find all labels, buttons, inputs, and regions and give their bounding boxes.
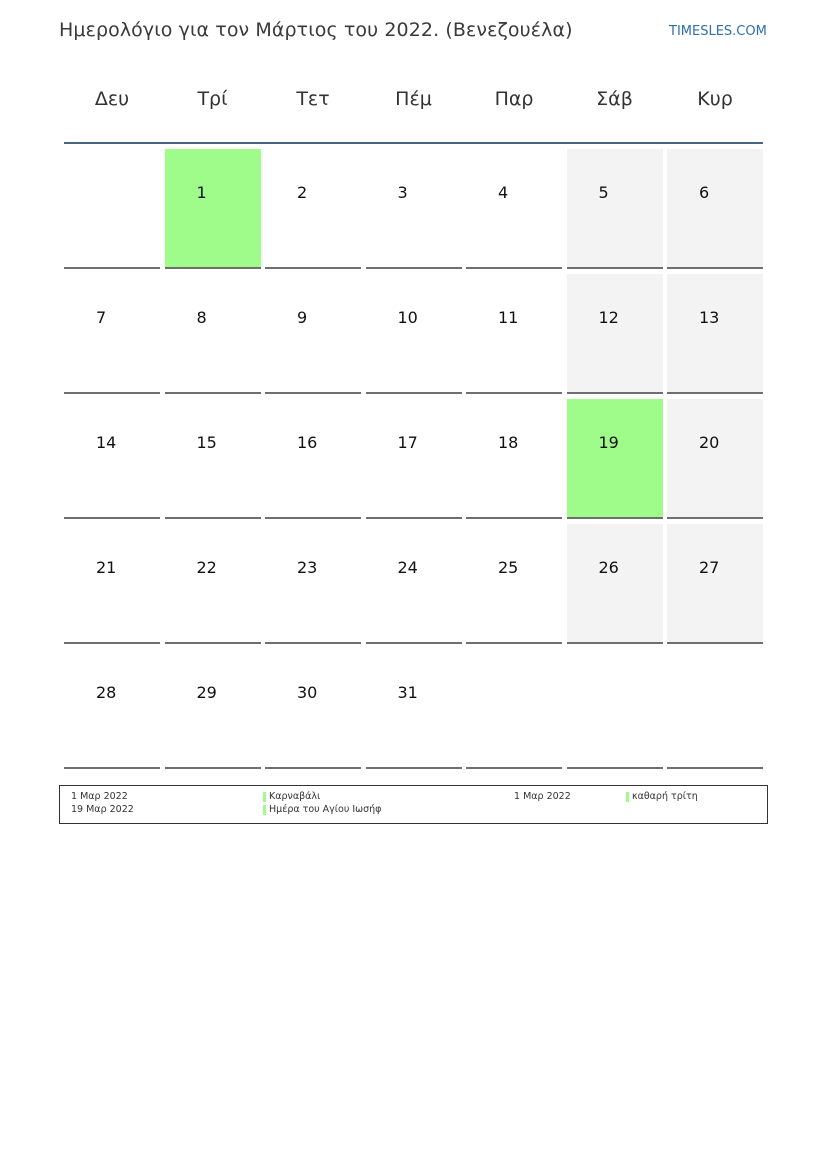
calendar-day-cell[interactable] (165, 274, 261, 394)
day-number: 27 (699, 558, 720, 577)
day-number: 13 (699, 308, 720, 327)
day-number: 23 (297, 558, 318, 577)
day-number: 3 (397, 183, 408, 202)
day-number: 21 (96, 558, 117, 577)
day-number: 20 (699, 433, 720, 452)
legend-date-2: 19 Μαρ 2022 (71, 804, 134, 815)
day-number: 16 (297, 433, 318, 452)
day-number: 5 (598, 183, 609, 202)
day-number: 9 (297, 308, 308, 327)
legend-holiday-1 (263, 791, 320, 802)
legend-holiday-3 (626, 791, 698, 802)
day-number: 28 (96, 683, 117, 702)
day-number: 18 (498, 433, 519, 452)
holiday-legend (59, 785, 768, 824)
holiday-color-swatch (263, 805, 266, 815)
day-number: 31 (397, 683, 418, 702)
calendar-day-cell[interactable] (64, 274, 160, 394)
weekday-label-tue: Τρί (197, 88, 228, 110)
weekday-label-wed: Τετ (296, 88, 330, 110)
calendar-grid (64, 149, 763, 774)
calendar-day-cell[interactable] (567, 524, 663, 644)
day-number: 22 (196, 558, 217, 577)
calendar-day-cell[interactable] (366, 649, 462, 769)
calendar-day-cell[interactable] (64, 649, 160, 769)
day-number: 11 (498, 308, 519, 327)
calendar-day-cell[interactable] (165, 649, 261, 769)
header-divider (64, 142, 763, 144)
day-number: 24 (397, 558, 418, 577)
calendar-day-cell[interactable] (466, 274, 562, 394)
day-number: 25 (498, 558, 519, 577)
day-number: 29 (196, 683, 217, 702)
calendar-empty-cell (667, 649, 763, 769)
calendar-day-cell[interactable] (667, 149, 763, 269)
calendar-day-cell[interactable] (265, 649, 361, 769)
weekday-label-thu: Πέμ (395, 88, 432, 110)
legend-date-1: 1 Μαρ 2022 (71, 791, 128, 802)
day-number: 19 (598, 433, 619, 452)
calendar-day-cell[interactable] (466, 149, 562, 269)
calendar-day-cell[interactable] (265, 399, 361, 519)
calendar-day-cell[interactable] (366, 524, 462, 644)
calendar-day-cell[interactable] (366, 399, 462, 519)
legend-holiday-name: Ημέρα του Αγίου Ιωσήφ (269, 804, 382, 815)
day-number: 12 (598, 308, 619, 327)
calendar-day-cell[interactable] (567, 274, 663, 394)
day-number: 30 (297, 683, 318, 702)
weekday-label-fri: Παρ (494, 88, 534, 110)
day-number: 8 (196, 308, 207, 327)
day-number: 14 (96, 433, 117, 452)
day-number: 6 (699, 183, 710, 202)
weekday-label-sat: Σάβ (596, 88, 633, 110)
calendar-empty-cell (64, 149, 160, 269)
legend-holiday-2 (263, 804, 381, 815)
holiday-color-swatch (626, 792, 629, 802)
calendar-empty-cell (466, 649, 562, 769)
day-number: 1 (196, 183, 207, 202)
legend-holiday-name: Καρναβάλι (269, 791, 321, 802)
calendar-day-cell[interactable] (265, 524, 361, 644)
day-number: 15 (196, 433, 217, 452)
day-number: 26 (598, 558, 619, 577)
calendar-day-cell[interactable] (667, 524, 763, 644)
page-title: Ημερολόγιο για τον Μάρτιος του 2022. (Βενεζουέλα) (59, 19, 573, 41)
calendar-day-cell[interactable] (667, 399, 763, 519)
calendar-day-cell[interactable] (64, 524, 160, 644)
calendar-day-cell[interactable] (567, 149, 663, 269)
calendar-day-cell[interactable] (165, 149, 261, 269)
day-number: 10 (397, 308, 418, 327)
calendar-day-cell[interactable] (265, 274, 361, 394)
day-number: 2 (297, 183, 308, 202)
day-number: 4 (498, 183, 509, 202)
day-number: 17 (397, 433, 418, 452)
calendar-day-cell[interactable] (64, 399, 160, 519)
brand-link[interactable]: TIMESLES.COM (669, 24, 767, 39)
calendar-day-cell[interactable] (667, 274, 763, 394)
calendar-day-cell[interactable] (265, 149, 361, 269)
weekday-label-sun: Κυρ (697, 88, 733, 110)
calendar-day-cell[interactable] (466, 524, 562, 644)
holiday-color-swatch (263, 792, 266, 802)
weekday-header-row (64, 88, 763, 120)
calendar-day-cell[interactable] (466, 399, 562, 519)
calendar-day-cell[interactable] (366, 274, 462, 394)
calendar-day-cell[interactable] (165, 524, 261, 644)
legend-holiday-name: καθαρή τρίτη (632, 791, 698, 802)
weekday-label-mon: Δευ (94, 88, 130, 110)
calendar-day-cell[interactable] (165, 399, 261, 519)
calendar-day-cell[interactable] (366, 149, 462, 269)
calendar-day-cell[interactable] (567, 399, 663, 519)
calendar-empty-cell (567, 649, 663, 769)
legend-date-3: 1 Μαρ 2022 (514, 791, 571, 802)
day-number: 7 (96, 308, 107, 327)
